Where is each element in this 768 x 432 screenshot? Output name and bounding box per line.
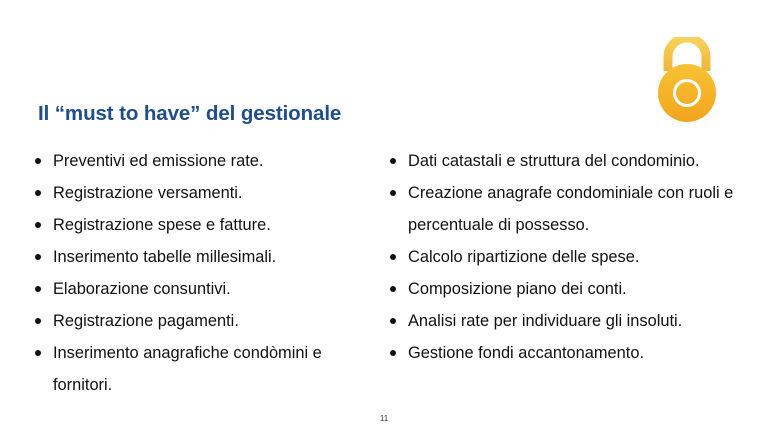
list-item <box>34 305 374 337</box>
list-item-text: Creazione anagrafe condominiale con ruoli e percentuale di possesso. <box>408 184 734 234</box>
bullet-icon <box>390 158 396 164</box>
list-item-text: Registrazione spese e fatture. <box>53 216 271 234</box>
list-item <box>389 337 734 369</box>
list-item <box>34 145 374 177</box>
right-bullet-list <box>389 145 734 369</box>
list-item <box>389 241 734 273</box>
bullet-icon <box>390 254 396 260</box>
bullet-icon <box>390 350 396 356</box>
bullet-icon <box>35 318 41 324</box>
list-item-text: Dati catastali e struttura del condominio. <box>408 152 700 170</box>
page-number: 11 <box>379 414 389 423</box>
left-bullet-list <box>34 145 374 401</box>
list-item <box>389 145 734 177</box>
bullet-icon <box>35 254 41 260</box>
bullet-icon <box>390 190 396 196</box>
bullet-icon <box>35 286 41 292</box>
list-item-text: Elaborazione consuntivi. <box>53 280 231 298</box>
list-item <box>34 209 374 241</box>
list-item <box>34 337 374 401</box>
list-item <box>389 273 734 305</box>
list-item <box>34 273 374 305</box>
list-item <box>389 177 734 241</box>
list-item-text: Inserimento tabelle millesimali. <box>53 248 277 266</box>
bullet-icon <box>390 318 396 324</box>
list-item-text: Preventivi ed emissione rate. <box>53 152 264 170</box>
page-title: Il “must to have” del gestionale <box>38 102 342 125</box>
bullet-icon <box>35 190 41 196</box>
list-item-text: Calcolo ripartizione delle spese. <box>408 248 640 266</box>
list-item-text: Composizione piano dei conti. <box>408 280 627 298</box>
bullet-icon <box>35 222 41 228</box>
bullet-icon <box>35 350 41 356</box>
list-item <box>389 305 734 337</box>
bullet-icon <box>390 286 396 292</box>
list-item <box>34 241 374 273</box>
list-item-text: Registrazione pagamenti. <box>53 312 239 330</box>
list-item-text: Registrazione versamenti. <box>53 184 243 202</box>
list-item-text: Inserimento anagrafiche condòmini e fornitori. <box>53 344 322 394</box>
list-item-text: Analisi rate per individuare gli insoluti. <box>408 312 683 330</box>
list-item <box>34 177 374 209</box>
bullet-icon <box>35 158 41 164</box>
list-item-text: Gestione fondi accantonamento. <box>408 344 644 362</box>
lock-icon <box>656 37 718 123</box>
